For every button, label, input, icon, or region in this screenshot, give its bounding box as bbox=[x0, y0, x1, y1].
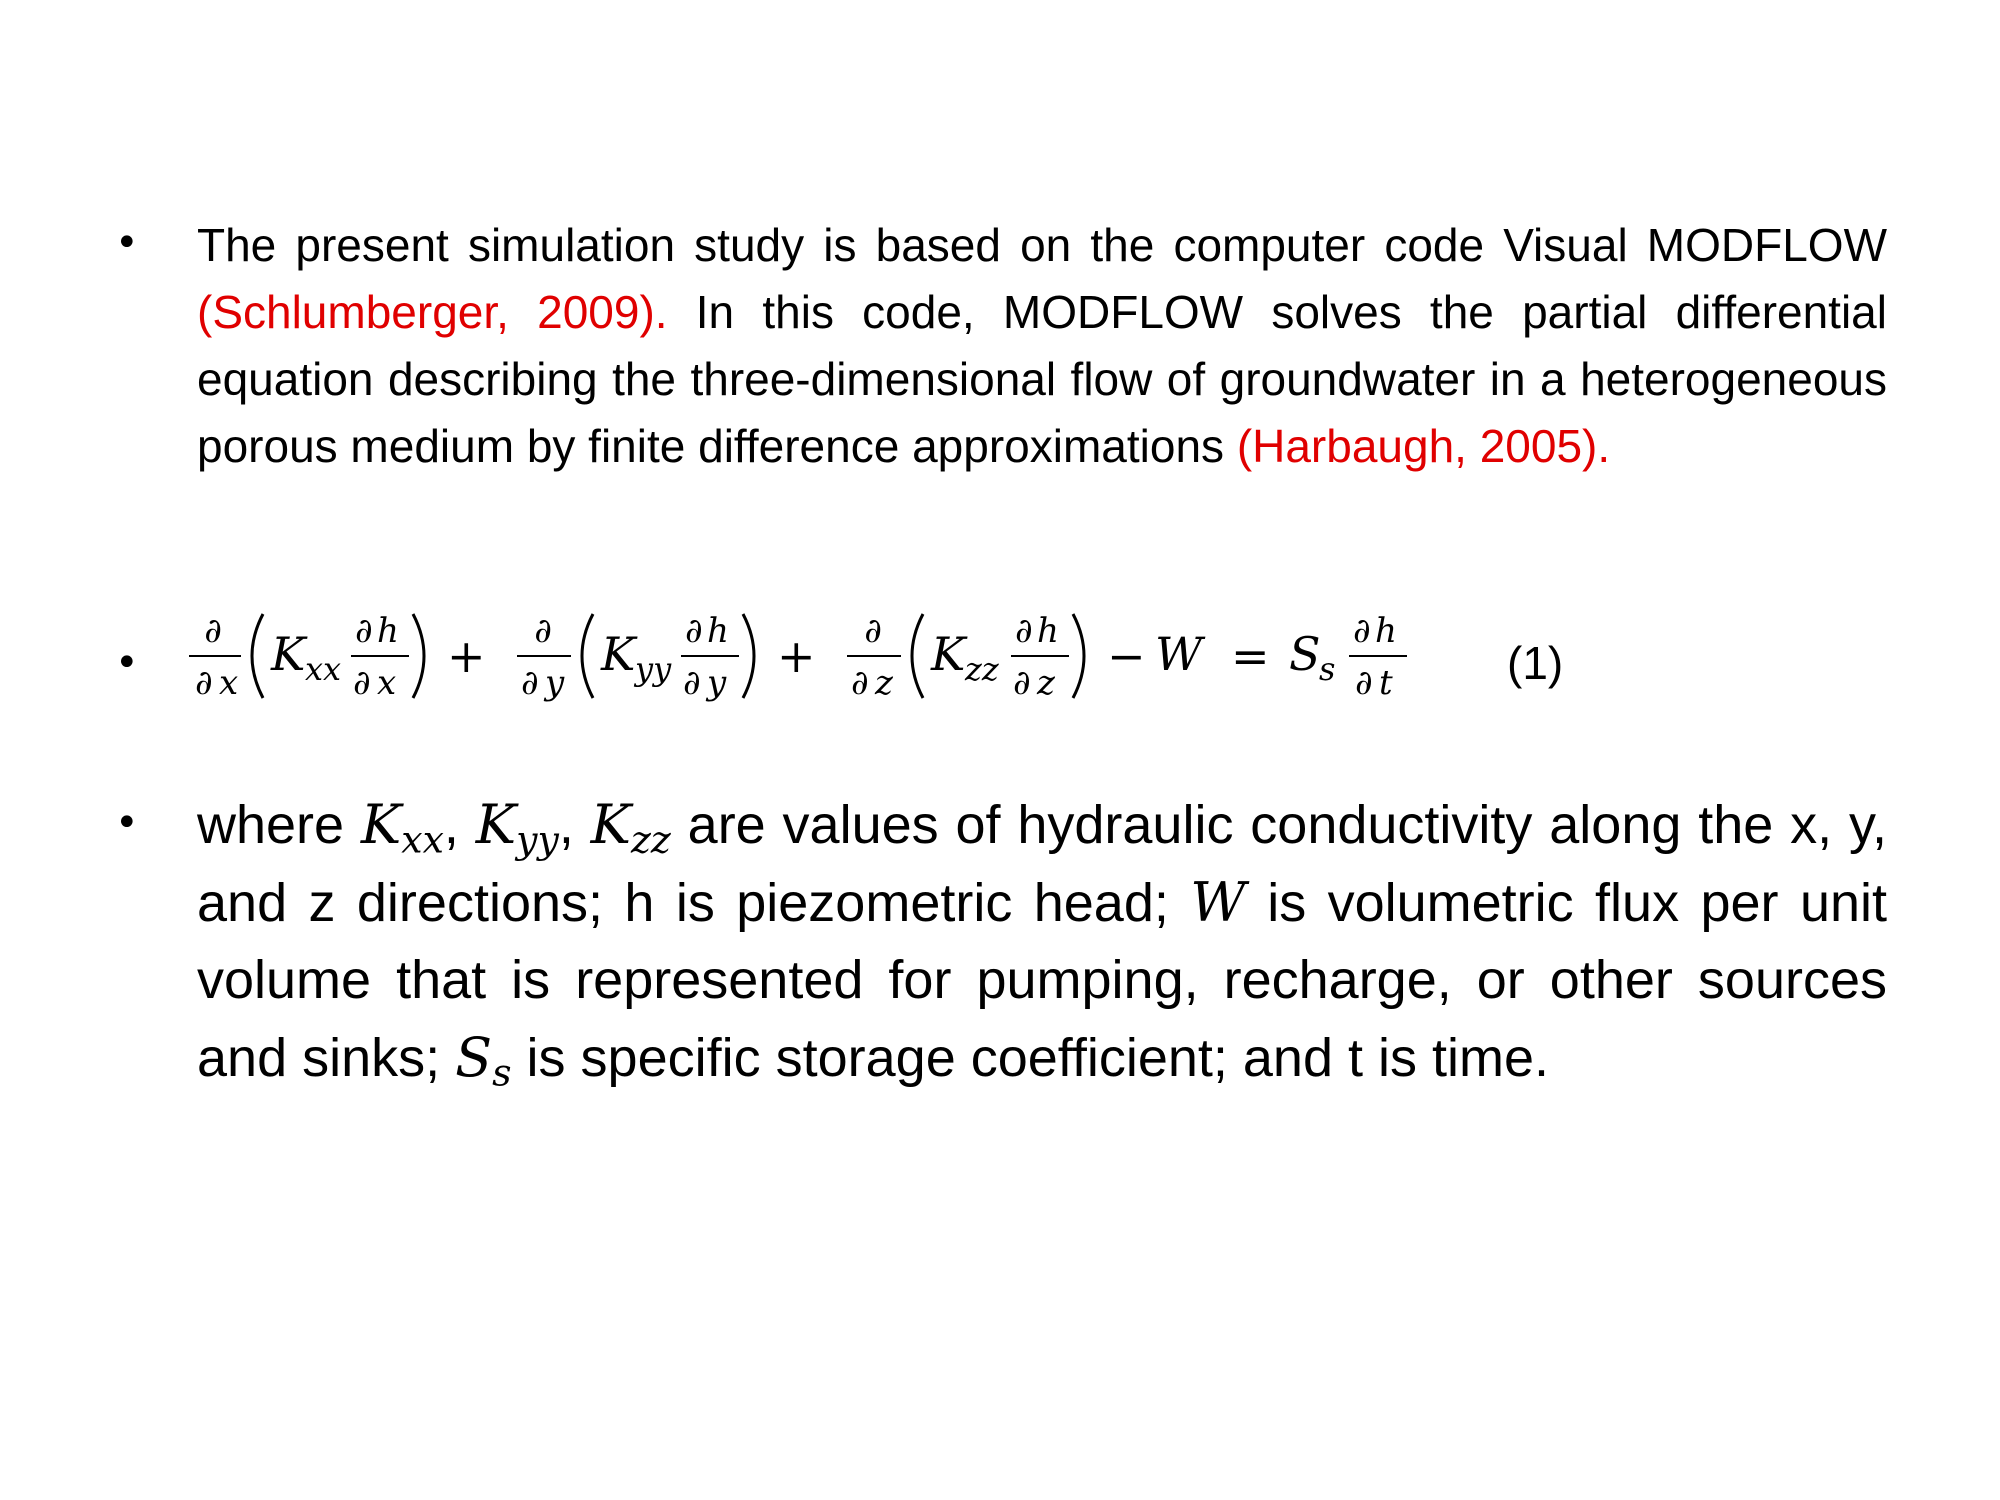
variable-z: z bbox=[875, 663, 893, 703]
plus-sign: + bbox=[447, 629, 486, 683]
variable-x: x bbox=[377, 663, 397, 703]
partial-symbol: ∂ bbox=[851, 663, 869, 703]
definitions-text2: is volumetric flux per unit volume that is represented for pumping, recharge, or other sources and sinks; bbox=[197, 873, 1888, 1088]
subscript-zz: zz bbox=[965, 650, 999, 688]
left-paren bbox=[582, 614, 593, 698]
symbol-Ss bbox=[455, 1026, 512, 1095]
comma: , bbox=[558, 795, 591, 855]
variable-h: h bbox=[707, 611, 729, 651]
symbol-S: S bbox=[455, 1026, 493, 1089]
variable-h: h bbox=[377, 611, 399, 651]
term-t bbox=[1349, 611, 1407, 703]
variable-y: y bbox=[545, 663, 565, 703]
left-paren bbox=[252, 614, 263, 698]
subscript-s: s bbox=[492, 1050, 512, 1095]
definitions-text3: is specific storage coefficient; and t is time. bbox=[511, 1028, 1550, 1088]
intro-paragraph bbox=[197, 212, 1887, 480]
variable-h: h bbox=[1375, 611, 1397, 651]
conductivity-K: K bbox=[601, 627, 636, 681]
variable-y: y bbox=[707, 663, 727, 703]
partial-symbol: ∂ bbox=[353, 663, 371, 703]
variable-x: x bbox=[219, 663, 239, 703]
partial-symbol: ∂ bbox=[1015, 611, 1033, 651]
right-paren bbox=[743, 614, 754, 698]
partial-symbol: ∂ bbox=[683, 663, 701, 703]
variable-z: z bbox=[1037, 663, 1055, 703]
left-paren bbox=[912, 614, 923, 698]
partial-symbol: ∂ bbox=[1353, 611, 1371, 651]
minus-sign: − bbox=[1107, 629, 1146, 683]
bullet-item-equation bbox=[115, 600, 1895, 720]
equation-number: (1) bbox=[1507, 637, 1564, 689]
partial-symbol: ∂ bbox=[204, 611, 222, 651]
variable-h: h bbox=[1037, 611, 1059, 651]
term-x bbox=[189, 611, 424, 703]
bullet-dot: • bbox=[115, 220, 139, 266]
partial-symbol: ∂ bbox=[195, 663, 213, 703]
conductivity-K: K bbox=[931, 627, 966, 681]
partial-symbol: ∂ bbox=[521, 663, 539, 703]
citation-harbaugh: (Harbaugh, 2005). bbox=[1236, 420, 1611, 472]
citation-schlumberger: (Schlumberger, 2009). bbox=[197, 286, 668, 338]
definitions-where: where bbox=[197, 795, 361, 855]
bullet-dot: • bbox=[115, 800, 139, 846]
symbol-Kzz bbox=[590, 793, 671, 862]
symbol-W: W bbox=[1190, 871, 1246, 934]
flux-W: W bbox=[1155, 627, 1203, 681]
partial-symbol: ∂ bbox=[864, 611, 882, 651]
partial-symbol: ∂ bbox=[685, 611, 703, 651]
right-paren bbox=[1073, 614, 1084, 698]
partial-symbol: ∂ bbox=[1355, 663, 1373, 703]
subscript-yy: yy bbox=[516, 817, 559, 862]
partial-symbol: ∂ bbox=[534, 611, 552, 651]
definitions-text1: are values of hydraulic conductivity along the x, y, and z directions; h is piezometric head; bbox=[197, 795, 1887, 933]
symbol-Kxx bbox=[360, 793, 444, 862]
right-paren bbox=[413, 614, 424, 698]
subscript-zz: zz bbox=[631, 817, 671, 862]
symbol-K: K bbox=[475, 793, 517, 856]
conductivity-K: K bbox=[271, 627, 306, 681]
definitions-paragraph bbox=[197, 786, 1887, 1097]
partial-symbol: ∂ bbox=[1013, 663, 1031, 703]
symbol-K: K bbox=[360, 793, 402, 856]
subscript-xx: xx bbox=[401, 817, 444, 862]
equals-sign: = bbox=[1231, 629, 1270, 683]
subscript-s: s bbox=[1319, 650, 1336, 688]
symbol-K: K bbox=[590, 793, 631, 856]
symbol-Kyy bbox=[475, 793, 559, 862]
flow-equation bbox=[185, 600, 1545, 720]
variable-t: t bbox=[1379, 663, 1393, 703]
term-y bbox=[517, 611, 754, 703]
intro-text-part1: The present simulation study is based on the computer code Visual MODFLOW bbox=[197, 219, 1887, 271]
plus-sign: + bbox=[777, 629, 816, 683]
subscript-xx: xx bbox=[305, 650, 342, 688]
storage-S: S bbox=[1289, 627, 1321, 681]
subscript-yy: yy bbox=[635, 650, 672, 688]
intro-text-part2: In this code, MODFLOW solves the partial differential equation describing the three-dimensional flow of groundwater in a heterogeneous porous medium by finite difference approximations bbox=[197, 286, 1887, 472]
comma: , bbox=[443, 795, 476, 855]
term-z bbox=[847, 611, 1084, 703]
bullet-dot: • bbox=[115, 640, 139, 686]
partial-symbol: ∂ bbox=[355, 611, 373, 651]
